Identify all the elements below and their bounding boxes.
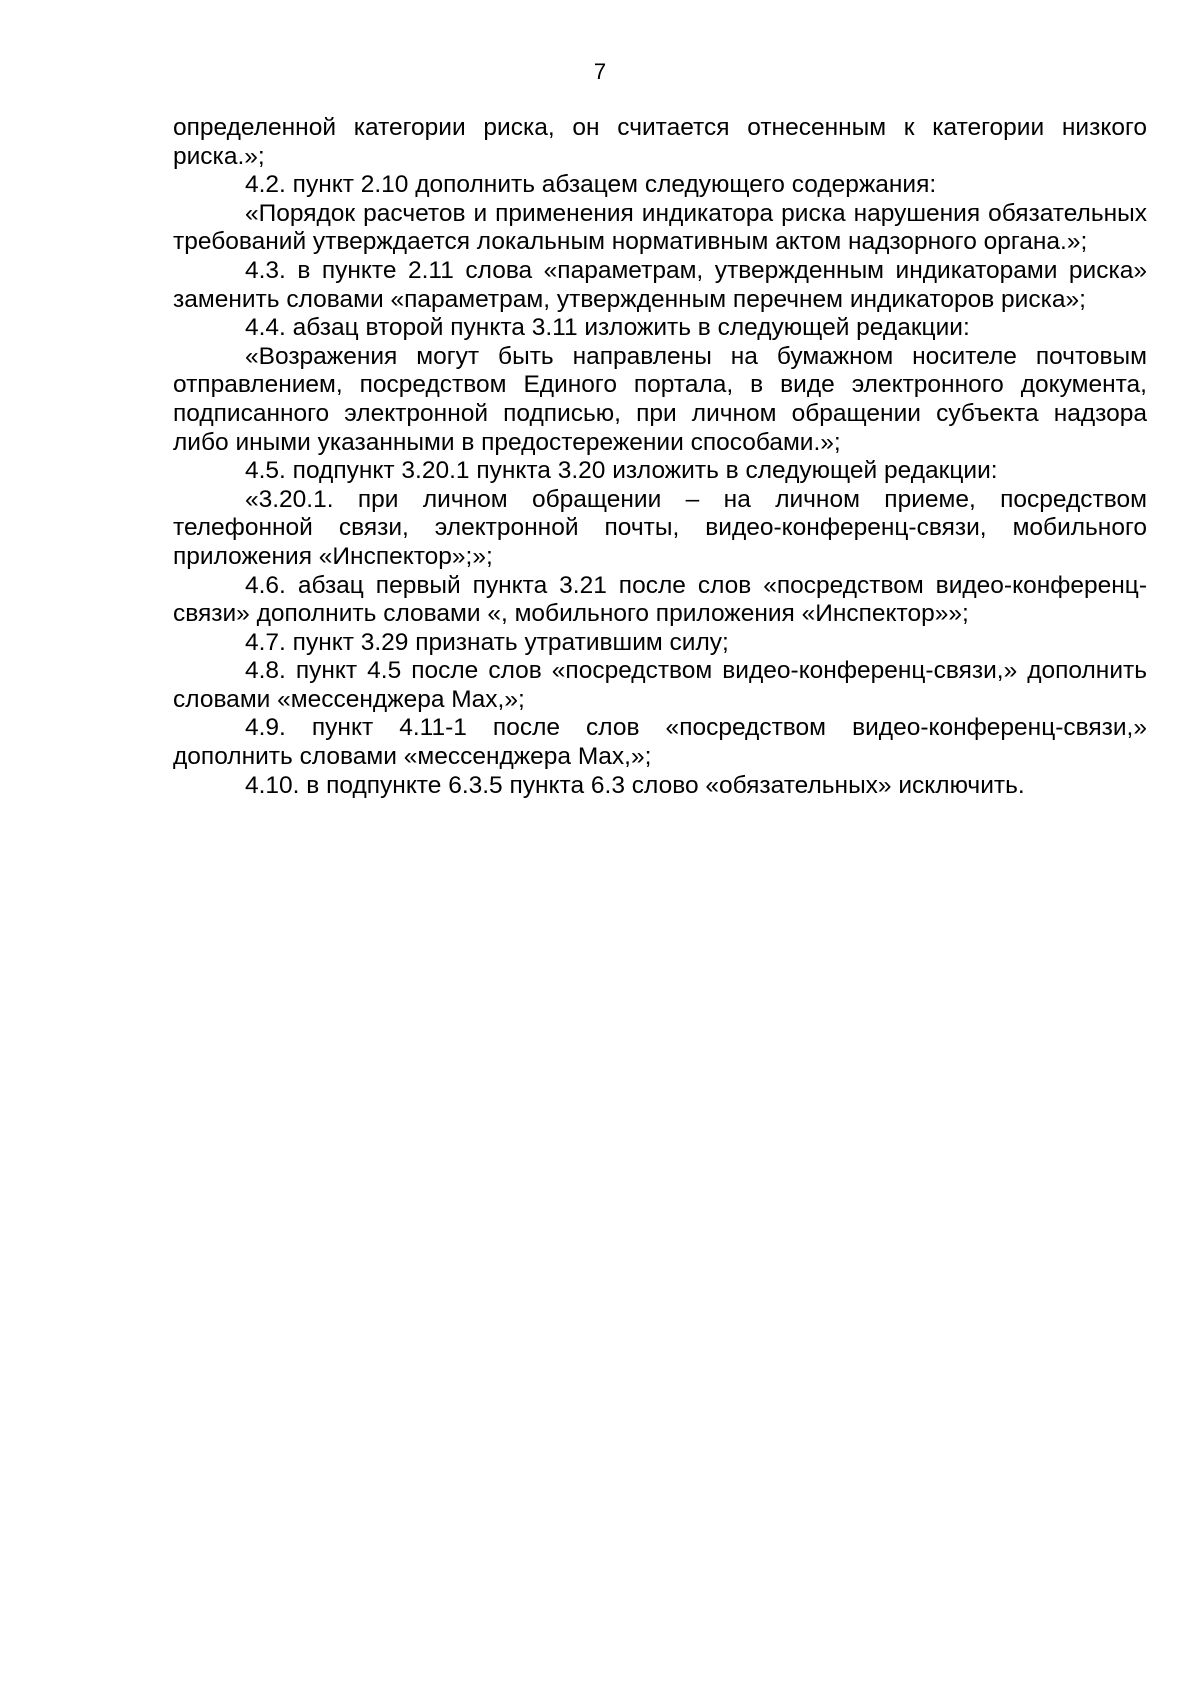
document-body: [173, 114, 1147, 800]
paragraph-4-2: 4.2. пункт 2.10 дополнить абзацем следующего содержания:: [245, 171, 937, 199]
paragraph-4-8: 4.8. пункт 4.5 после слов «посредством видео-конференц-связи,» дополнить словами «мессенджера Max,»;: [173, 657, 1147, 713]
paragraph-continuation: определенной категории риска, он считается отнесенным к категории низкого риска.»;: [173, 114, 1147, 170]
paragraph-4-4: 4.4. абзац второй пункта 3.11 изложить в следующей редакции:: [245, 314, 970, 342]
paragraph-4-7: 4.7. пункт 3.29 признать утратившим силу;: [245, 628, 729, 656]
paragraph-4-5-quote: «3.20.1. при личном обращении – на личном приеме, посредством телефонной связи, электронной почты, видео-конференц-связи, мобильного приложения «Инспектор»;»;: [173, 485, 1147, 570]
page-number: 7: [593, 59, 607, 84]
paragraph-4-10: 4.10. в подпункте 6.3.5 пункта 6.3 слово «обязательных» исключить.: [245, 771, 1025, 799]
paragraph-4-3: 4.3. в пункте 2.11 слова «параметрам, утвержденным индикаторами риска» заменить словами «параметрам, утвержденным перечнем индикаторов риска»;: [173, 256, 1147, 313]
paragraph-4-2-quote: «Порядок расчетов и применения индикатора риска нарушения обязательных требований утверждается локальным нормативным актом надзорного органа.»;: [173, 199, 1147, 256]
paragraph-4-5: 4.5. подпункт 3.20.1 пункта 3.20 изложить в следующей редакции:: [245, 457, 998, 485]
paragraph-4-9: 4.9. пункт 4.11-1 после слов «посредством видео-конференц-связи,» дополнить словами «мессенджера Max,»;: [173, 714, 1147, 771]
paragraph-4-4-quote: «Возражения могут быть направлены на бумажном носителе почтовым отправлением, посредством Единого портала, в виде электронного документа, подписанного электронной подписью, при личном обращении субъекта надзора либо иными указанными в предостережении способами.»;: [173, 342, 1147, 456]
paragraph-4-6: 4.6. абзац первый пункта 3.21 после слов «посредством видео-конференц-связи» дополнить словами «, мобильного приложения «Инспектор»»;: [173, 571, 1147, 628]
